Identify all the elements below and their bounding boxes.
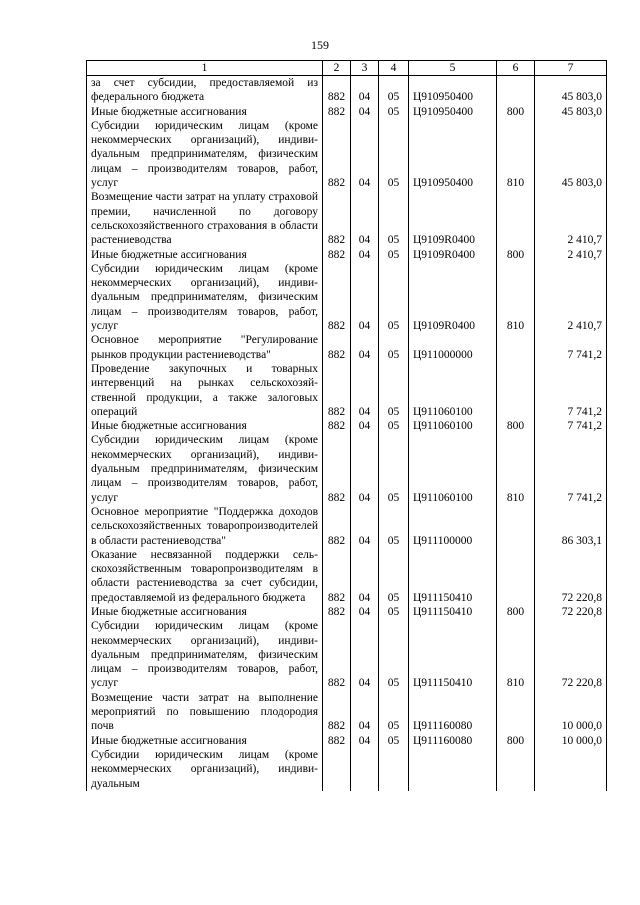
row-section-code: 04 — [351, 119, 379, 190]
table-row — [87, 419, 607, 433]
row-name: Субсидии юридическим лицам (кроме некоммерческих организаций), индивиdуальным предпринимателям, физическим лицам – производителям товаров, работ, услуг — [87, 119, 323, 190]
row-ministry-code: 882 — [323, 105, 351, 119]
header-row — [87, 61, 607, 76]
table-row — [87, 691, 607, 734]
row-name: Иные бюджетные ассигнования — [87, 605, 323, 619]
row-ministry-code: 882 — [323, 619, 351, 690]
row-amount: 10 000,0 — [535, 691, 607, 734]
table-row — [87, 505, 607, 548]
row-name: Иные бюджетные ассигнования — [87, 248, 323, 262]
row-name: Основное мероприятие "Поддержка доходов сельскохозяйственных товаропроизводителей в области растениеводства" — [87, 505, 323, 548]
table-row — [87, 190, 607, 247]
row-subsection-code: 05 — [379, 105, 409, 119]
row-section-code — [351, 748, 379, 791]
row-ministry-code: 882 — [323, 548, 351, 605]
row-target-code: Ц911000000 — [409, 333, 497, 362]
row-section-code: 04 — [351, 105, 379, 119]
row-section-code: 04 — [351, 76, 379, 105]
row-name: Иные бюджетные ассигнования — [87, 419, 323, 433]
row-expense-type — [497, 691, 535, 734]
row-section-code: 04 — [351, 734, 379, 748]
row-expense-type: 810 — [497, 119, 535, 190]
row-section-code: 04 — [351, 505, 379, 548]
row-amount: 2 410,7 — [535, 262, 607, 333]
row-ministry-code: 882 — [323, 190, 351, 247]
row-name: Возмещение части затрат на уплату страховой премии, начисленной по договору сельскохозяйственного страхования в области растениеводства — [87, 190, 323, 247]
row-section-code: 04 — [351, 619, 379, 690]
row-name: Иные бюджетные ассигнования — [87, 105, 323, 119]
table-row — [87, 734, 607, 748]
page-number: 159 — [311, 38, 329, 52]
table-row — [87, 333, 607, 362]
row-amount: 72 220,8 — [535, 605, 607, 619]
row-amount: 45 803,0 — [535, 105, 607, 119]
row-ministry-code: 882 — [323, 734, 351, 748]
row-amount: 45 803,0 — [535, 119, 607, 190]
row-ministry-code: 882 — [323, 362, 351, 419]
table-row — [87, 748, 607, 791]
table-row — [87, 119, 607, 190]
row-subsection-code: 05 — [379, 362, 409, 419]
row-section-code: 04 — [351, 248, 379, 262]
row-amount: 7 741,2 — [535, 362, 607, 419]
row-section-code: 04 — [351, 262, 379, 333]
row-ministry-code: 882 — [323, 433, 351, 504]
row-target-code: Ц9109R0400 — [409, 190, 497, 247]
row-amount — [535, 748, 607, 791]
table-row — [87, 605, 607, 619]
row-section-code: 04 — [351, 691, 379, 734]
table-header — [87, 61, 607, 76]
row-expense-type — [497, 548, 535, 605]
row-amount: 2 410,7 — [535, 248, 607, 262]
row-target-code: Ц911060100 — [409, 419, 497, 433]
table-row — [87, 433, 607, 504]
row-ministry-code: 882 — [323, 333, 351, 362]
row-subsection-code: 05 — [379, 419, 409, 433]
row-expense-type — [497, 333, 535, 362]
column-header-5: 5 — [409, 61, 497, 76]
row-target-code: Ц911060100 — [409, 433, 497, 504]
row-target-code: Ц9109R0400 — [409, 248, 497, 262]
row-subsection-code: 05 — [379, 248, 409, 262]
row-target-code: Ц911100000 — [409, 505, 497, 548]
row-subsection-code — [379, 748, 409, 791]
row-name: Проведение закупочных и товарных интервенций на рынках сельскохозяйственной продукции, а также залоговых операций — [87, 362, 323, 419]
row-expense-type: 810 — [497, 433, 535, 504]
row-subsection-code: 05 — [379, 548, 409, 605]
row-section-code: 04 — [351, 333, 379, 362]
row-expense-type — [497, 76, 535, 105]
row-subsection-code: 05 — [379, 619, 409, 690]
row-ministry-code: 882 — [323, 505, 351, 548]
row-section-code: 04 — [351, 433, 379, 504]
row-target-code: Ц911150410 — [409, 605, 497, 619]
row-subsection-code: 05 — [379, 605, 409, 619]
row-section-code: 04 — [351, 190, 379, 247]
row-ministry-code: 882 — [323, 419, 351, 433]
row-amount: 7 741,2 — [535, 433, 607, 504]
row-name: за счет субсидии, предоставляемой из федерального бюджета — [87, 76, 323, 105]
row-ministry-code: 882 — [323, 76, 351, 105]
row-ministry-code — [323, 748, 351, 791]
row-amount: 72 220,8 — [535, 619, 607, 690]
table-row — [87, 619, 607, 690]
row-expense-type: 800 — [497, 734, 535, 748]
table-row — [87, 548, 607, 605]
row-subsection-code: 05 — [379, 119, 409, 190]
row-name: Возмещение части затрат на выполнение мероприятий по повышению плодородия почв — [87, 691, 323, 734]
table-row — [87, 248, 607, 262]
row-subsection-code: 05 — [379, 190, 409, 247]
row-section-code: 04 — [351, 362, 379, 419]
row-amount: 2 410,7 — [535, 190, 607, 247]
row-section-code: 04 — [351, 605, 379, 619]
row-target-code: Ц911160080 — [409, 734, 497, 748]
row-name: Субсидии юридическим лицам (кроме некоммерческих организаций), индивидуальным — [87, 748, 323, 791]
row-section-code: 04 — [351, 419, 379, 433]
column-header-6: 6 — [497, 61, 535, 76]
column-header-7: 7 — [535, 61, 607, 76]
row-subsection-code: 05 — [379, 262, 409, 333]
row-amount: 7 741,2 — [535, 419, 607, 433]
row-target-code: Ц910950400 — [409, 76, 497, 105]
row-name: Основное мероприятие "Регулирование рынков продукции растениеводства" — [87, 333, 323, 362]
row-target-code: Ц910950400 — [409, 105, 497, 119]
row-target-code: Ц910950400 — [409, 119, 497, 190]
row-subsection-code: 05 — [379, 691, 409, 734]
column-header-3: 3 — [351, 61, 379, 76]
row-target-code: Ц911160080 — [409, 691, 497, 734]
row-name: Оказание несвязанной поддержки сельскохозяйственным товаропроизводителям в области растениеводства за счет субсидии, предоставляемой из федерального бюджета — [87, 548, 323, 605]
row-expense-type: 800 — [497, 105, 535, 119]
table-row — [87, 362, 607, 419]
row-amount: 7 741,2 — [535, 333, 607, 362]
row-amount: 86 303,1 — [535, 505, 607, 548]
row-target-code: Ц911060100 — [409, 362, 497, 419]
table-row — [87, 262, 607, 333]
row-amount: 10 000,0 — [535, 734, 607, 748]
table-row — [87, 76, 607, 105]
row-subsection-code: 05 — [379, 734, 409, 748]
table-row — [87, 105, 607, 119]
row-amount: 45 803,0 — [535, 76, 607, 105]
budget-table — [86, 60, 607, 791]
row-expense-type — [497, 362, 535, 419]
row-expense-type: 800 — [497, 248, 535, 262]
row-amount: 72 220,8 — [535, 548, 607, 605]
row-ministry-code: 882 — [323, 691, 351, 734]
column-header-4: 4 — [379, 61, 409, 76]
row-subsection-code: 05 — [379, 433, 409, 504]
row-expense-type: 800 — [497, 419, 535, 433]
row-target-code: Ц9109R0400 — [409, 262, 497, 333]
row-target-code: Ц911150410 — [409, 619, 497, 690]
row-expense-type — [497, 505, 535, 548]
row-name: Иные бюджетные ассигнования — [87, 734, 323, 748]
row-subsection-code: 05 — [379, 76, 409, 105]
column-header-2: 2 — [323, 61, 351, 76]
row-expense-type: 800 — [497, 605, 535, 619]
row-ministry-code: 882 — [323, 262, 351, 333]
table-body — [87, 76, 607, 791]
row-subsection-code: 05 — [379, 505, 409, 548]
row-name: Субсидии юридическим лицам (кроме некоммерческих организаций), индивиdуальным предпринимателям, физическим лицам – производителям товаров, работ, услуг — [87, 262, 323, 333]
row-name: Субсидии юридическим лицам (кроме некоммерческих организаций), индивиdуальным предпринимателям, физическим лицам – производителям товаров, работ, услуг — [87, 619, 323, 690]
row-ministry-code: 882 — [323, 605, 351, 619]
row-subsection-code: 05 — [379, 333, 409, 362]
row-ministry-code: 882 — [323, 248, 351, 262]
column-header-1: 1 — [87, 61, 323, 76]
row-name: Субсидии юридическим лицам (кроме некоммерческих организаций), индивиdуальным предпринимателям, физическим лицам – производителям товаров, работ, услуг — [87, 433, 323, 504]
row-expense-type — [497, 190, 535, 247]
row-expense-type: 810 — [497, 262, 535, 333]
row-expense-type — [497, 748, 535, 791]
row-section-code: 04 — [351, 548, 379, 605]
row-target-code — [409, 748, 497, 791]
row-target-code: Ц911150410 — [409, 548, 497, 605]
row-expense-type: 810 — [497, 619, 535, 690]
row-ministry-code: 882 — [323, 119, 351, 190]
